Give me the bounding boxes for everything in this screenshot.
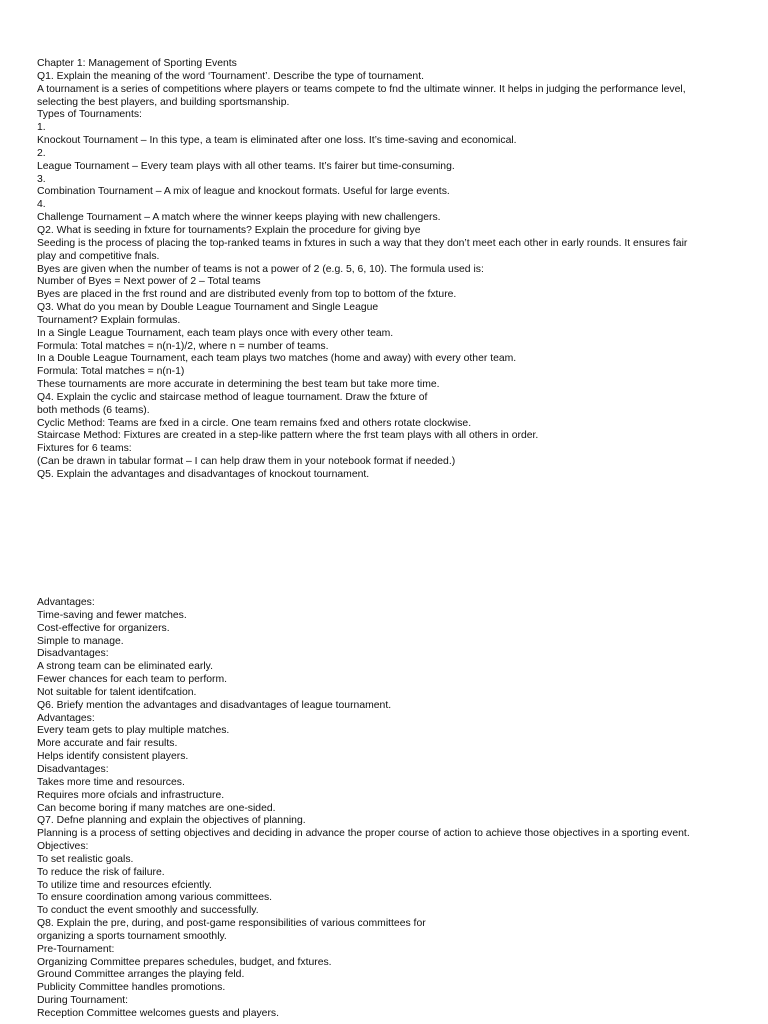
text-line: To utilize time and resources efciently. — [37, 879, 212, 891]
text-line: In a Double League Tournament, each team plays two matches (home and away) with every other team. — [37, 353, 517, 365]
document-section-top — [37, 58, 737, 482]
text-line: In a Single League Tournament, each team plays once with every other team. — [37, 327, 394, 339]
text-line: Formula: Total matches = n(n-1)/2, where n = number of teams. — [37, 340, 329, 352]
text-line: Staircase Method: Fixtures are created in a step-like pattern where the frst team plays with all others in order. — [37, 430, 539, 442]
text-line: Pre-Tournament: — [37, 943, 115, 955]
text-line: Publicity Committee handles promotions. — [37, 982, 226, 994]
text-line: Simple to manage. — [37, 635, 124, 647]
text-line: A tournament is a series of competitions where players or teams compete to fnd the ultimate winner. It helps in judging the performance level, — [37, 83, 686, 95]
text-line: Chapter 1: Management of Sporting Events — [37, 58, 237, 69]
text-line: Tournament? Explain formulas. — [37, 314, 181, 326]
text-line: Helps identify consistent players. — [37, 751, 189, 763]
text-line: To ensure coordination among various committees. — [37, 892, 273, 904]
text-line: (Can be drawn in tabular format – I can help draw them in your notebook format if needed.) — [37, 456, 456, 468]
text-line: More accurate and fair results. — [37, 738, 178, 750]
text-line: During Tournament: — [37, 995, 129, 1007]
text-line: Types of Tournaments: — [37, 109, 142, 121]
text-line: A strong team can be eliminated early. — [37, 661, 213, 673]
text-line: Disadvantages: — [37, 648, 109, 660]
text-line: These tournaments are more accurate in determining the best team but take more time. — [37, 379, 440, 391]
text-line: Cost-effective for organizers. — [37, 622, 170, 634]
text-line: Cyclic Method: Teams are fxed in a circle. One team remains fxed and others rotate clockwise. — [37, 417, 472, 429]
text-line: Not suitable for talent identifcation. — [37, 686, 197, 698]
text-line: Q8. Explain the pre, during, and post-game responsibilities of various committees for — [37, 918, 426, 930]
text-line: Q3. What do you mean by Double League Tournament and Single League — [37, 302, 379, 314]
text-line: Advantages: — [37, 712, 95, 724]
text-line: Objectives: — [37, 841, 89, 853]
text-line: Q7. Defne planning and explain the objectives of planning. — [37, 815, 306, 827]
text-line: Fewer chances for each team to perform. — [37, 674, 227, 686]
text-line: Ground Committee arranges the playing feld. — [37, 969, 245, 981]
text-line: 3. — [37, 173, 46, 185]
text-line: selecting the best players, and building sportsmanship. — [37, 96, 290, 108]
text-line: Fixtures for 6 teams: — [37, 443, 132, 455]
document-section-bottom — [37, 597, 737, 1021]
text-line: Byes are placed in the frst round and are distributed evenly from top to bottom of the fxture. — [37, 289, 457, 301]
text-line: organizing a sports tournament smoothly. — [37, 930, 227, 942]
text-line: Seeding is the process of placing the top-ranked teams in fxtures in such a way that they don’t meet each other in early rounds. It ensures fair — [37, 237, 688, 249]
text-line: Q5. Explain the advantages and disadvantages of knockout tournament. — [37, 469, 370, 480]
text-line: Time-saving and fewer matches. — [37, 609, 187, 621]
text-line: Q6. Briefy mention the advantages and disadvantages of league tournament. — [37, 699, 392, 711]
text-line: 2. — [37, 147, 46, 159]
text-line: League Tournament – Every team plays with all other teams. It’s fairer but time-consuming. — [37, 160, 455, 172]
text-line: Disadvantages: — [37, 763, 109, 775]
text-line: Reception Committee welcomes guests and players. — [37, 1008, 279, 1019]
text-line: both methods (6 teams). — [37, 404, 150, 416]
text-line: Number of Byes = Next power of 2 – Total teams — [37, 276, 261, 288]
text-line: Knockout Tournament – In this type, a team is eliminated after one loss. It’s time-saving and economical. — [37, 135, 517, 147]
text-line: 4. — [37, 199, 46, 211]
text-line: Every team gets to play multiple matches. — [37, 725, 230, 737]
text-line: Requires more ofcials and infrastructure. — [37, 789, 225, 801]
text-line: Byes are given when the number of teams is not a power of 2 (e.g. 5, 6, 10). The formula used is: — [37, 263, 484, 275]
text-line: To reduce the risk of failure. — [37, 866, 165, 878]
text-line: Q1. Explain the meaning of the word ‘Tournament’. Describe the type of tournament. — [37, 70, 424, 82]
text-line: Takes more time and resources. — [37, 776, 185, 788]
text-line: Organizing Committee prepares schedules, budget, and fxtures. — [37, 956, 332, 968]
text-line: To conduct the event smoothly and successfully. — [37, 905, 259, 917]
text-line: Formula: Total matches = n(n-1) — [37, 366, 185, 378]
text-line: play and competitive fnals. — [37, 250, 160, 262]
text-line: Combination Tournament – A mix of league and knockout formats. Useful for large events. — [37, 186, 450, 198]
text-line: Challenge Tournament – A match where the winner keeps playing with new challengers. — [37, 212, 441, 224]
text-line: 1. — [37, 122, 46, 134]
text-line: Planning is a process of setting objectives and deciding in advance the proper course of action to achieve those objectives in a sporting event. — [37, 828, 690, 840]
text-line: Can become boring if many matches are one-sided. — [37, 802, 276, 814]
text-line: To set realistic goals. — [37, 853, 134, 865]
text-line: Q2. What is seeding in fxture for tournaments? Explain the procedure for giving bye — [37, 224, 421, 236]
text-line: Advantages: — [37, 597, 95, 608]
text-line: Q4. Explain the cyclic and staircase method of league tournament. Draw the fxture of — [37, 391, 428, 403]
